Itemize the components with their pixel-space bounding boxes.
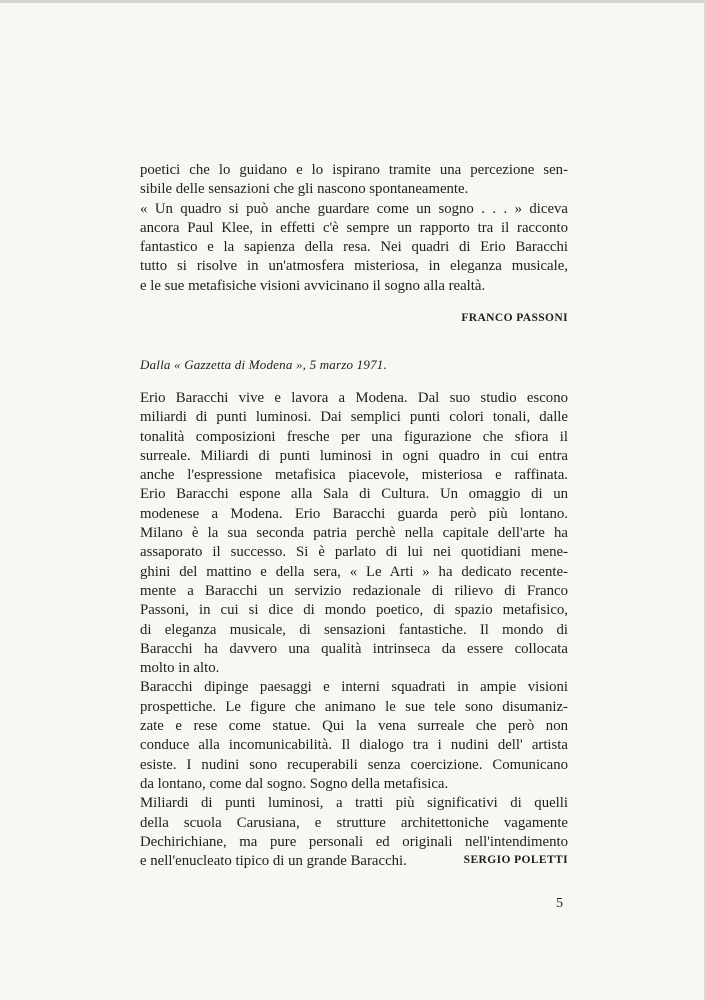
- text-line: esiste. I nudini sono recuperabili senza coercizione. Comunicano: [140, 756, 568, 773]
- text-line: Erio Baracchi espone alla Sala di Cultura. Un omaggio di un: [140, 486, 568, 503]
- text-line: della scuola Carusiana, e strutture architettoniche vagamente: [140, 814, 568, 831]
- text-line: conduce alla incomunicabilità. Il dialogo tra i nudini dell' artista: [140, 737, 568, 754]
- text-line: anche l'espressione metafisica piacevole, misteriosa e raffinata.: [140, 467, 568, 484]
- text-line: prospettiche. Le figure che animano le sue tele sono disumaniz-: [140, 698, 568, 715]
- top-edge-rule: [0, 0, 706, 3]
- text-block-1: [140, 161, 568, 296]
- signature-sergio-poletti: SERGIO POLETTI: [463, 854, 568, 866]
- text-line: di eleganza musicale, di sensazioni fantastiche. Il mondo di: [140, 621, 568, 638]
- text-line: « Un quadro si può anche guardare come un sogno . . . » diceva: [140, 200, 568, 217]
- text-line: tonalità composizioni fresche per una figurazione che sfiora il: [140, 428, 568, 445]
- text-line: surreale. Miliardi di punti luminosi in ogni quadro in cui entra: [140, 447, 568, 464]
- text-line: e nell'enucleato tipico di un grande Baracchi.: [140, 853, 407, 870]
- text-line: Dechirichiane, ma pure personali ed originali nell'intendimento: [140, 833, 568, 850]
- text-line: sibile delle sensazioni che gli nascono spontaneamente.: [140, 181, 469, 198]
- text-line: fantastico e la sapienza della resa. Nei quadri di Erio Baracchi: [140, 239, 568, 256]
- text-line: ancora Paul Klee, in effetti c'è sempre un rapporto tra il racconto: [140, 219, 568, 236]
- text-line: Milano è la sua seconda patria perchè nella capitale dell'arte ha: [140, 525, 568, 542]
- text-line: Baracchi ha davvero una qualità intrinseca da essere collocata: [140, 640, 568, 657]
- text-line: tutto si risolve in un'atmosfera misteriosa, in eleganza musicale,: [140, 258, 568, 275]
- text-line: Erio Baracchi vive e lavora a Modena. Dal suo studio escono: [140, 390, 568, 406]
- text-line: ghini del mattino e della sera, « Le Arti » ha dedicato recente-: [140, 563, 568, 580]
- text-line: mente a Baracchi un servizio redazionale di rilievo di Franco: [140, 582, 568, 599]
- text-line: da lontano, come dal sogno. Sogno della metafisica.: [140, 775, 449, 792]
- signature-franco-passoni: FRANCO PASSONI: [461, 312, 568, 324]
- text-line: miliardi di punti luminosi. Dai semplici punti colori tonali, dalle: [140, 409, 568, 426]
- source-citation: Dalla « Gazzetta di Modena », 5 marzo 1971.: [140, 357, 387, 372]
- text-line: Miliardi di punti luminosi, a tratti più significativi di quelli: [140, 795, 568, 812]
- text-line: e le sue metafisiche visioni avvicinano il sogno alla realtà.: [140, 277, 486, 294]
- page-number: 5: [556, 896, 563, 911]
- text-line: assaporato il successo. Si è parlato di lui nei quotidiani mene-: [140, 544, 568, 561]
- text-line: poetici che lo guidano e lo ispirano tramite una percezione sen-: [140, 162, 568, 178]
- text-line: zate e rese come statue. Qui la vena surreale che però non: [140, 718, 568, 735]
- text-line: molto in alto.: [140, 660, 220, 677]
- text-line: Passoni, in cui si dice di mondo poetico, di spazio metafisico,: [140, 602, 568, 619]
- text-block-2: [140, 389, 568, 871]
- text-line: modenese a Modena. Erio Baracchi guarda però più lontano.: [140, 505, 568, 522]
- text-line: Baracchi dipinge paesaggi e interni squadrati in ampie visioni: [140, 679, 568, 696]
